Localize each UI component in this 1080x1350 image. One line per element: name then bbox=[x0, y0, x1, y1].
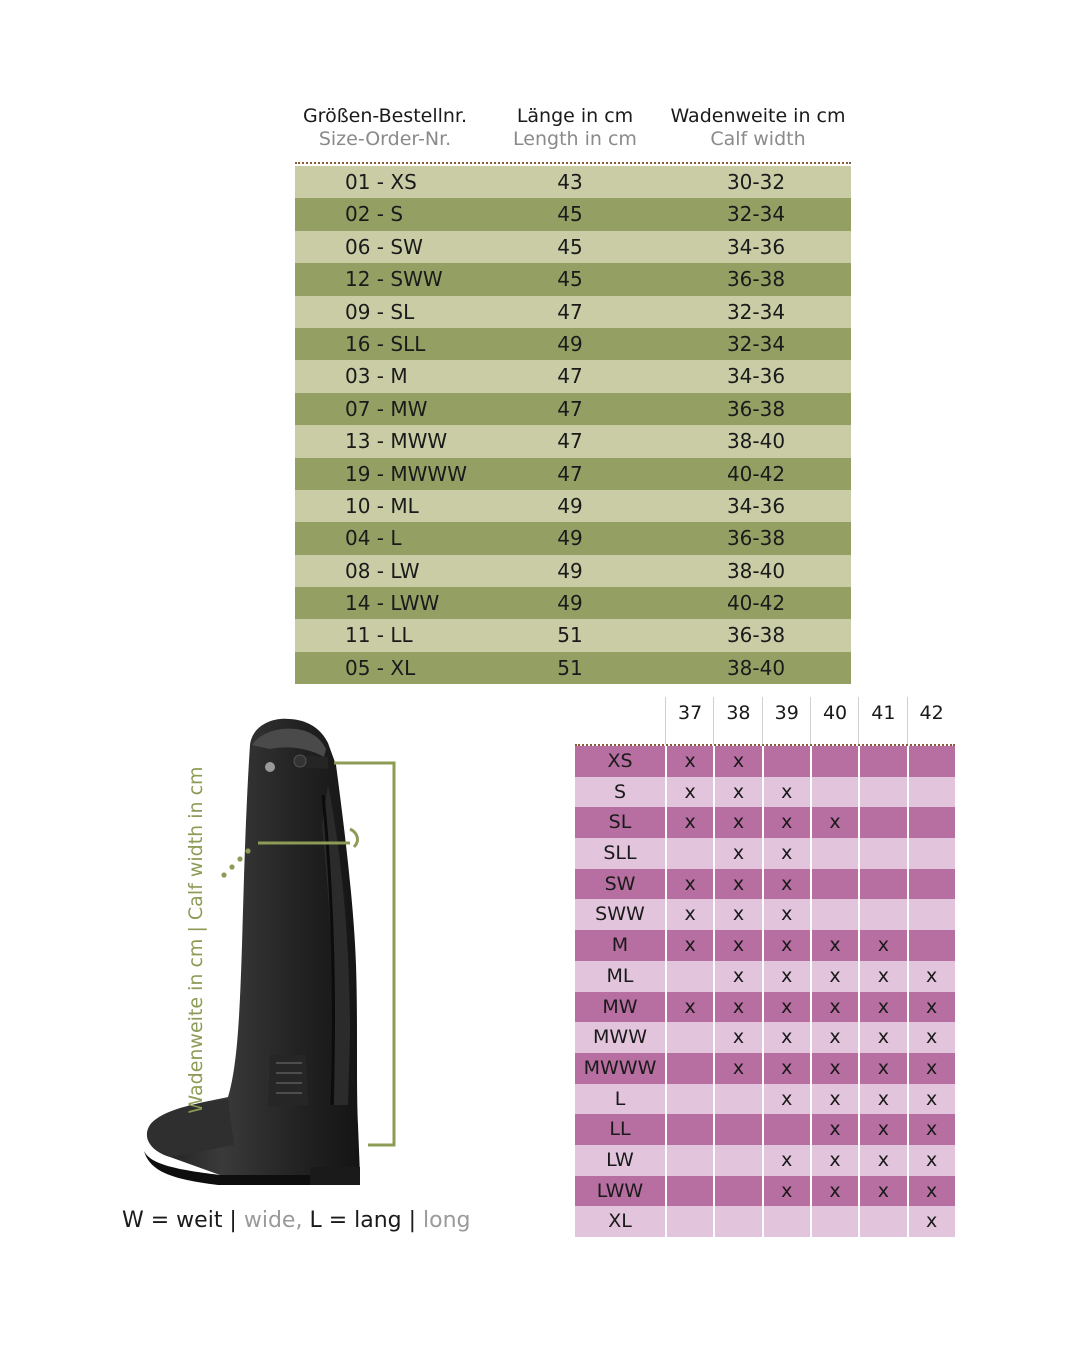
fit-mark-cell: x bbox=[713, 930, 761, 961]
fit-grid-header bbox=[575, 697, 955, 746]
fit-mark-cell bbox=[858, 746, 906, 777]
length-cell: 49 bbox=[557, 331, 583, 356]
fit-mark-cell: x bbox=[810, 1145, 858, 1176]
size-order-cell: 09 - SL bbox=[345, 299, 415, 324]
boot-size-label: LL bbox=[609, 1118, 631, 1141]
size-table-row bbox=[295, 587, 851, 619]
size-order-cell: 16 - SLL bbox=[345, 331, 426, 356]
fit-mark-cell: x bbox=[665, 992, 713, 1023]
size-table-body bbox=[295, 166, 851, 684]
length-cell: 45 bbox=[557, 267, 583, 292]
length-cell: 45 bbox=[557, 202, 583, 227]
calf-width-cell: 38-40 bbox=[726, 558, 786, 583]
calf-width-label: Wadenweite in cm | Calf width in cm bbox=[185, 766, 207, 1114]
calf-width-cell: 34-36 bbox=[726, 234, 786, 259]
boot-size-label: M bbox=[611, 934, 629, 957]
fit-mark-cell bbox=[665, 1053, 713, 1084]
fit-mark-cell bbox=[762, 746, 810, 777]
fit-mark-cell: x bbox=[665, 899, 713, 930]
fit-mark-cell bbox=[858, 777, 906, 808]
fit-mark-cell: x bbox=[713, 1053, 761, 1084]
boot-size-label: S bbox=[613, 780, 627, 803]
boot-size-label: LWW bbox=[596, 1179, 644, 1202]
boot-size-label: SWW bbox=[595, 903, 645, 926]
length-cell: 51 bbox=[557, 655, 583, 680]
size-table-row bbox=[295, 328, 851, 360]
size-order-cell: 07 - MW bbox=[345, 396, 428, 421]
boot-size-label: LW bbox=[606, 1148, 634, 1171]
fit-mark-cell: x bbox=[810, 1114, 858, 1145]
boot-size-label: XS bbox=[607, 750, 633, 772]
fit-mark-cell: x bbox=[665, 777, 713, 808]
calf-width-cell: 36-38 bbox=[726, 526, 786, 551]
size-table-row bbox=[295, 490, 851, 522]
fit-mark-cell bbox=[907, 869, 955, 900]
fit-mark-cell: x bbox=[665, 746, 713, 777]
fit-mark-cell bbox=[713, 1145, 761, 1176]
length-cell: 49 bbox=[557, 493, 583, 518]
fit-grid-row bbox=[575, 1114, 955, 1145]
size-order-cell: 01 - XS bbox=[345, 170, 417, 194]
fit-mark-cell bbox=[713, 1084, 761, 1115]
fit-mark-cell: x bbox=[858, 1176, 906, 1207]
fit-mark-cell: x bbox=[907, 1022, 955, 1053]
fit-mark-cell bbox=[665, 1022, 713, 1053]
header-size-order: Größen-Bestellnr. Size-Order-Nr. bbox=[302, 105, 468, 150]
fit-grid-row bbox=[575, 1053, 955, 1084]
fit-grid-row bbox=[575, 1145, 955, 1176]
fit-mark-cell: x bbox=[762, 869, 810, 900]
fit-mark-cell: x bbox=[762, 1176, 810, 1207]
fit-mark-cell: x bbox=[907, 1145, 955, 1176]
fit-mark-cell bbox=[713, 1114, 761, 1145]
calf-width-cell: 36-38 bbox=[726, 623, 786, 648]
size-table-row bbox=[295, 652, 851, 684]
fit-mark-cell: x bbox=[762, 899, 810, 930]
size-table-row bbox=[295, 393, 851, 425]
fit-mark-cell bbox=[907, 777, 955, 808]
fit-grid-row bbox=[575, 992, 955, 1023]
fit-mark-cell bbox=[665, 1084, 713, 1115]
calf-width-cell: 38-40 bbox=[726, 429, 786, 454]
calf-width-cell: 32-34 bbox=[726, 299, 786, 324]
fit-mark-cell bbox=[713, 1206, 761, 1237]
fit-mark-cell bbox=[858, 807, 906, 838]
size-order-cell: 10 - ML bbox=[345, 493, 419, 518]
header-calf-width: Wadenweite in cm Calf width bbox=[670, 105, 846, 150]
size-table-row bbox=[295, 555, 851, 587]
fit-mark-cell: x bbox=[858, 1114, 906, 1145]
fit-grid-row bbox=[575, 807, 955, 838]
shoe-size-column-header: 38 bbox=[713, 697, 762, 744]
boot-illustration bbox=[110, 705, 460, 1205]
length-cell: 47 bbox=[557, 429, 583, 454]
fit-mark-cell bbox=[810, 869, 858, 900]
fit-grid-row bbox=[575, 961, 955, 992]
fit-mark-cell: x bbox=[665, 869, 713, 900]
fit-mark-cell: x bbox=[858, 1145, 906, 1176]
size-order-cell: 11 - LL bbox=[345, 623, 413, 648]
fit-mark-cell: x bbox=[762, 1022, 810, 1053]
fit-mark-cell bbox=[858, 838, 906, 869]
calf-width-cell: 34-36 bbox=[726, 364, 786, 389]
size-order-cell: 04 - L bbox=[345, 526, 402, 551]
fit-grid-row bbox=[575, 1176, 955, 1207]
size-order-cell: 03 - M bbox=[345, 364, 408, 389]
fit-mark-cell: x bbox=[713, 1022, 761, 1053]
fit-mark-cell: x bbox=[858, 1053, 906, 1084]
fit-mark-cell: x bbox=[858, 1022, 906, 1053]
fit-mark-cell: x bbox=[762, 1053, 810, 1084]
calf-width-cell: 36-38 bbox=[726, 396, 786, 421]
size-table-header bbox=[295, 104, 851, 164]
fit-mark-cell: x bbox=[713, 838, 761, 869]
fit-mark-cell bbox=[665, 961, 713, 992]
size-table-row bbox=[295, 425, 851, 457]
length-cell: 49 bbox=[557, 591, 583, 616]
fit-mark-cell: x bbox=[810, 807, 858, 838]
fit-mark-cell: x bbox=[762, 992, 810, 1023]
length-cell: 47 bbox=[557, 299, 583, 324]
fit-mark-cell: x bbox=[907, 1206, 955, 1237]
fit-mark-cell: x bbox=[810, 1022, 858, 1053]
fit-grid-row bbox=[575, 1084, 955, 1115]
calf-width-cell: 38-40 bbox=[726, 655, 786, 680]
boot-size-label: SLL bbox=[603, 842, 637, 865]
fit-mark-cell bbox=[810, 899, 858, 930]
size-order-cell: 02 - S bbox=[345, 202, 404, 227]
length-cell: 49 bbox=[557, 526, 583, 551]
boot-size-label: L bbox=[614, 1087, 626, 1110]
fit-mark-cell bbox=[713, 1176, 761, 1207]
fit-mark-cell: x bbox=[810, 930, 858, 961]
length-cell: 47 bbox=[557, 364, 583, 389]
fit-mark-cell bbox=[762, 1206, 810, 1237]
boot-size-label: MWWW bbox=[583, 1056, 657, 1079]
size-order-cell: 12 - SWW bbox=[345, 267, 443, 292]
fit-mark-cell bbox=[907, 899, 955, 930]
fit-mark-cell: x bbox=[713, 899, 761, 930]
length-cell: 47 bbox=[557, 461, 583, 486]
fit-mark-cell bbox=[907, 930, 955, 961]
fit-mark-cell: x bbox=[665, 807, 713, 838]
fit-mark-cell: x bbox=[762, 838, 810, 869]
size-table-row bbox=[295, 231, 851, 263]
fit-mark-cell: x bbox=[907, 961, 955, 992]
fit-mark-cell: x bbox=[858, 1084, 906, 1115]
fit-grid-row bbox=[575, 899, 955, 930]
size-fit-grid bbox=[575, 697, 955, 1237]
fit-mark-cell: x bbox=[858, 961, 906, 992]
fit-mark-cell: x bbox=[858, 992, 906, 1023]
fit-mark-cell: x bbox=[907, 1084, 955, 1115]
size-order-cell: 19 - MWWW bbox=[345, 461, 467, 486]
length-cell: 47 bbox=[557, 396, 583, 421]
fit-mark-cell: x bbox=[713, 961, 761, 992]
calf-width-cell: 36-38 bbox=[726, 267, 786, 292]
boot-size-label: SL bbox=[608, 811, 632, 834]
fit-mark-cell: x bbox=[907, 992, 955, 1023]
shoe-size-column-header: 39 bbox=[762, 697, 811, 744]
fit-grid-row bbox=[575, 838, 955, 869]
fit-mark-cell bbox=[810, 1206, 858, 1237]
boot-size-label: MWW bbox=[593, 1026, 647, 1049]
fit-mark-cell bbox=[665, 1145, 713, 1176]
calf-width-cell: 40-42 bbox=[726, 591, 786, 616]
shoe-size-column-header: 37 bbox=[665, 697, 714, 744]
fit-mark-cell: x bbox=[907, 1176, 955, 1207]
fit-mark-cell bbox=[762, 1114, 810, 1145]
size-order-cell: 06 - SW bbox=[345, 234, 423, 259]
size-order-cell: 08 - LW bbox=[345, 558, 420, 583]
fit-mark-cell: x bbox=[713, 992, 761, 1023]
fit-mark-cell bbox=[858, 869, 906, 900]
calf-width-cell: 32-34 bbox=[726, 202, 786, 227]
fit-mark-cell: x bbox=[762, 807, 810, 838]
length-cell: 49 bbox=[557, 558, 583, 583]
fit-mark-cell: x bbox=[665, 930, 713, 961]
header-length: Länge in cm Length in cm bbox=[513, 105, 637, 150]
fit-mark-cell: x bbox=[810, 1084, 858, 1115]
fit-mark-cell: x bbox=[713, 869, 761, 900]
fit-mark-cell bbox=[665, 1114, 713, 1145]
fit-mark-cell: x bbox=[810, 961, 858, 992]
size-table-row bbox=[295, 458, 851, 490]
fit-mark-cell bbox=[858, 899, 906, 930]
fit-mark-cell: x bbox=[762, 777, 810, 808]
fit-mark-cell: x bbox=[762, 961, 810, 992]
fit-mark-cell: x bbox=[810, 1176, 858, 1207]
fit-mark-cell: x bbox=[907, 1053, 955, 1084]
fit-mark-cell bbox=[907, 746, 955, 777]
fit-mark-cell bbox=[907, 807, 955, 838]
calf-width-cell: 34-36 bbox=[726, 493, 786, 518]
size-table-row bbox=[295, 522, 851, 554]
length-cell: 45 bbox=[557, 234, 583, 259]
fit-mark-cell: x bbox=[762, 930, 810, 961]
fit-grid-row bbox=[575, 1206, 955, 1237]
size-legend: W = weit | wide, L = lang | long bbox=[122, 1208, 471, 1233]
length-cell: 43 bbox=[557, 170, 583, 194]
fit-grid-row bbox=[575, 1022, 955, 1053]
fit-mark-cell bbox=[810, 777, 858, 808]
boot-size-label: SW bbox=[604, 872, 636, 895]
fit-grid-row bbox=[575, 869, 955, 900]
fit-mark-cell bbox=[810, 746, 858, 777]
size-order-cell: 13 - MWW bbox=[345, 429, 448, 454]
fit-mark-cell bbox=[907, 838, 955, 869]
size-table-row bbox=[295, 263, 851, 295]
fit-mark-cell: x bbox=[762, 1145, 810, 1176]
fit-mark-cell: x bbox=[713, 807, 761, 838]
shoe-size-column-header: 42 bbox=[907, 697, 956, 744]
boot-size-label: ML bbox=[606, 964, 634, 987]
size-table-row bbox=[295, 360, 851, 392]
fit-mark-cell bbox=[810, 838, 858, 869]
calf-width-cell: 32-34 bbox=[726, 331, 786, 356]
fit-mark-cell bbox=[665, 1176, 713, 1207]
size-table-row bbox=[295, 166, 851, 198]
shoe-size-column-header: 40 bbox=[810, 697, 859, 744]
fit-grid-body bbox=[575, 746, 955, 1237]
fit-mark-cell: x bbox=[713, 777, 761, 808]
size-table-row bbox=[295, 619, 851, 651]
shoe-size-column-header: 41 bbox=[858, 697, 907, 744]
boot-size-label: MW bbox=[602, 995, 638, 1018]
fit-grid-row bbox=[575, 746, 955, 777]
size-order-cell: 14 - LWW bbox=[345, 591, 440, 616]
fit-mark-cell: x bbox=[858, 930, 906, 961]
size-order-cell: 05 - XL bbox=[345, 655, 416, 680]
fit-grid-row bbox=[575, 930, 955, 961]
fit-mark-cell bbox=[665, 838, 713, 869]
fit-grid-row bbox=[575, 777, 955, 808]
fit-mark-cell: x bbox=[762, 1084, 810, 1115]
fit-mark-cell: x bbox=[907, 1114, 955, 1145]
fit-mark-cell: x bbox=[713, 746, 761, 777]
fit-mark-cell: x bbox=[810, 1053, 858, 1084]
fit-mark-cell bbox=[858, 1206, 906, 1237]
fit-mark-cell bbox=[665, 1206, 713, 1237]
riding-boot-image bbox=[110, 705, 460, 1205]
size-order-table bbox=[295, 104, 851, 684]
size-table-row bbox=[295, 296, 851, 328]
boot-size-label: XL bbox=[608, 1210, 632, 1233]
calf-width-cell: 40-42 bbox=[726, 461, 786, 486]
length-cell: 51 bbox=[557, 623, 583, 648]
calf-width-cell: 30-32 bbox=[726, 170, 786, 194]
fit-mark-cell: x bbox=[810, 992, 858, 1023]
size-table-row bbox=[295, 198, 851, 230]
